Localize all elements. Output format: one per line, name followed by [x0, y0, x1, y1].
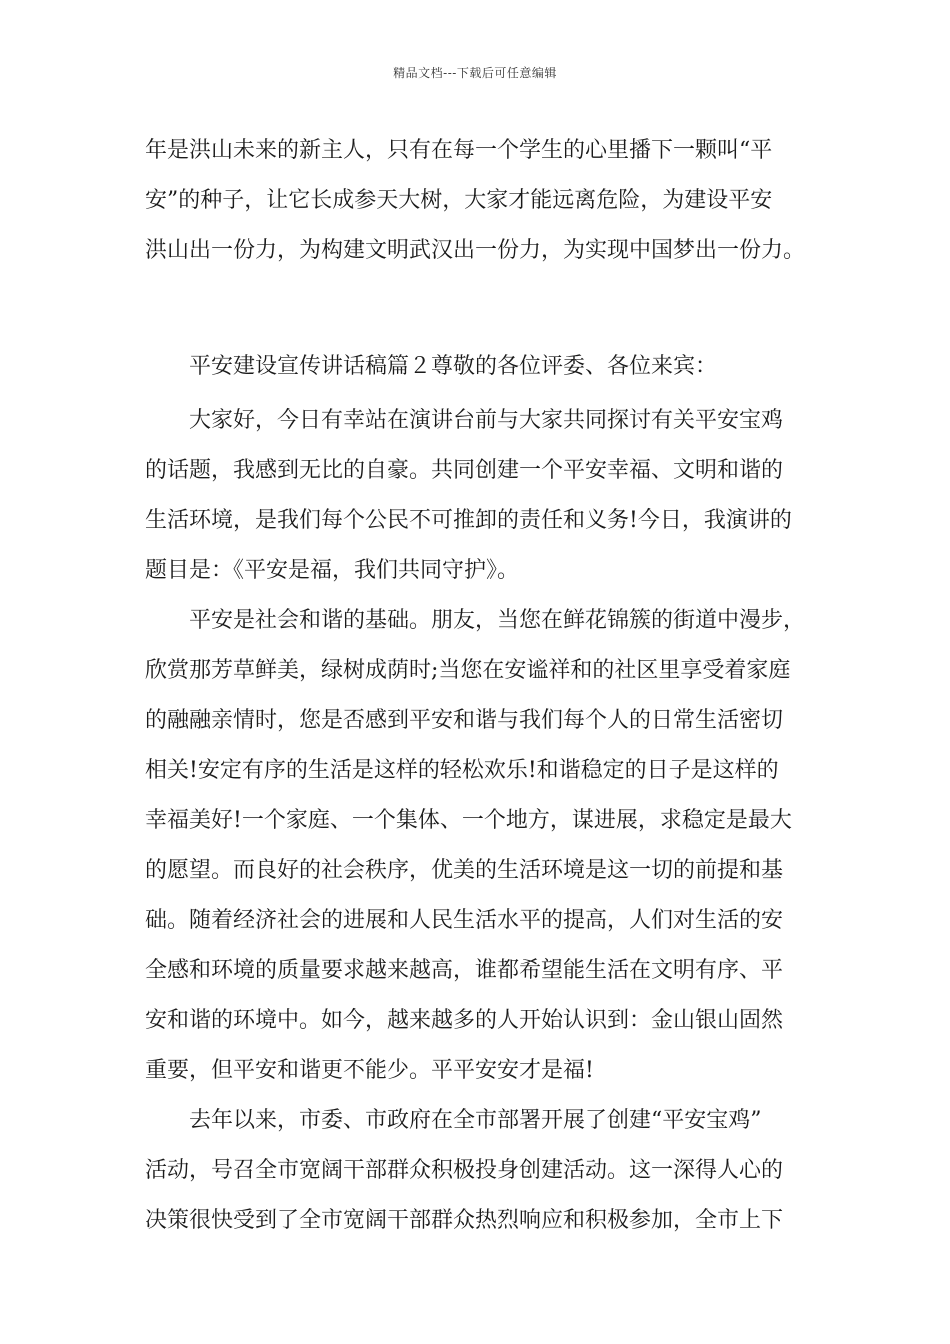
text-line: 生活环境，是我们每个公民不可推卸的责任和义务!今日，我演讲的 — [145, 508, 792, 533]
paragraph — [145, 396, 815, 596]
page-header: 精品文档---下载后可任意编辑 — [393, 66, 557, 80]
text-line: 平安是社会和谐的基础。朋友，当您在鲜花锦簇的街道中漫步， — [189, 608, 806, 633]
text-line: 去年以来，市委、市政府在全市部署开展了创建“平安宝鸡” — [189, 1108, 762, 1133]
text-line: 欣赏那芳草鲜美，绿树成荫时;当您在安谧祥和的社区里享受着家庭 — [145, 658, 791, 683]
text-line: 础。随着经济社会的进展和人民生活水平的提高，人们对生活的安 — [145, 908, 784, 933]
text-line: 的愿望。而良好的社会秩序，优美的生活环境是这一切的前提和基 — [145, 858, 784, 883]
text-line: 洪山出一份力，为构建文明武汉出一份力，为实现中国梦出一份力。 — [145, 238, 806, 263]
document-body — [145, 126, 815, 1246]
text-line: 重要，但平安和谐更不能少。平平安安才是福! — [145, 1058, 594, 1083]
paragraph — [145, 126, 815, 276]
paragraph — [145, 1096, 815, 1246]
text-line: 的融融亲情时，您是否感到平安和谐与我们每个人的日常生活密切 — [145, 708, 784, 733]
text-line: 的话题，我感到无比的自豪。共同创建一个平安幸福、文明和谐的 — [145, 458, 784, 483]
text-line: 年是洪山未来的新主人，只有在每一个学生的心里播下一颗叫“平 — [145, 138, 773, 163]
text-line: 全感和环境的质量要求越来越高，谁都希望能生活在文明有序、平 — [145, 958, 784, 983]
section-heading — [145, 342, 815, 396]
text-line: 幸福美好!一个家庭、一个集体、一个地方，谋进展，求稳定是最大 — [145, 808, 792, 833]
paragraph — [145, 596, 815, 1096]
text-line: 平安建设宣传讲话稿篇２尊敬的各位评委、各位来宾： — [189, 354, 718, 379]
text-line: 活动，号召全市宽阔干部群众积极投身创建活动。这一深得人心的 — [145, 1158, 784, 1183]
text-line: 安和谐的环境中。如今，越来越多的人开始认识到：金山银山固然 — [145, 1008, 784, 1033]
text-line: 安”的种子，让它长成参天大树，大家才能远离危险，为建设平安 — [145, 188, 773, 213]
text-line: 大家好，今日有幸站在演讲台前与大家共同探讨有关平安宝鸡 — [189, 408, 784, 433]
paragraph-gap — [145, 276, 815, 342]
text-line: 题目是：《平安是福，我们共同守护》。 — [145, 558, 520, 583]
text-line: 决策很快受到了全市宽阔干部群众热烈响应和积极参加，全市上下 — [145, 1208, 784, 1233]
text-line: 相关!安定有序的生活是这样的轻松欢乐!和谐稳定的日子是这样的 — [145, 758, 779, 783]
